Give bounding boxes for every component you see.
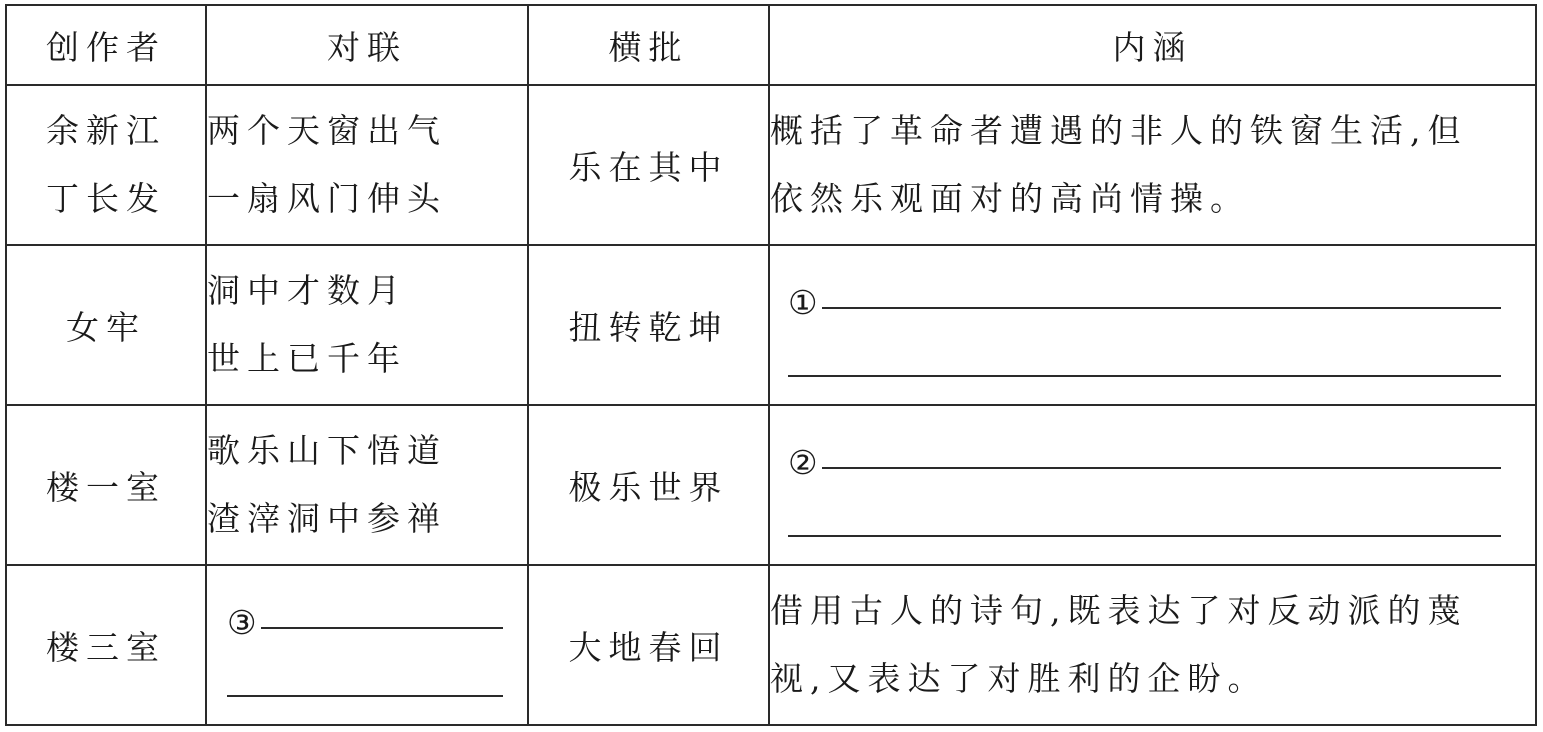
- meaning-line: 借用古人的诗句,既表达了对反动派的蔑: [770, 591, 1468, 630]
- table-row: [6, 565, 1536, 725]
- author-cell: 女牢: [6, 245, 206, 405]
- couplet-lower-line: 世上已千年: [207, 339, 407, 378]
- meaning-line: 依然乐观面对的高尚情操。: [770, 179, 1250, 218]
- answer-underline: [822, 307, 1501, 309]
- header-couplet: 对联: [206, 5, 528, 85]
- horizontal-scroll-cell: 大地春回: [528, 565, 769, 725]
- answer-blank-1[interactable]: [788, 257, 1501, 325]
- table-row: [6, 245, 1536, 405]
- blank-number: ②: [788, 443, 818, 482]
- answer-blank-2[interactable]: [788, 417, 1501, 485]
- answer-blank-3[interactable]: [227, 577, 503, 645]
- blank-number: ①: [788, 283, 818, 322]
- answer-underline: [788, 375, 1501, 377]
- meaning-cell: [769, 85, 1536, 245]
- meaning-cell: [769, 405, 1536, 565]
- couplet-upper-line: 两个天窗出气: [207, 111, 447, 150]
- answer-underline: [788, 535, 1501, 537]
- author-name: 丁长发: [46, 179, 166, 218]
- answer-blank-1-continued[interactable]: [788, 325, 1501, 393]
- meaning-line: 视,又表达了对胜利的企盼。: [770, 659, 1268, 698]
- couplet-lower-line: 渣滓洞中参禅: [207, 499, 447, 538]
- horizontal-scroll-cell: 乐在其中: [528, 85, 769, 245]
- table-row: [6, 405, 1536, 565]
- header-row: [6, 5, 1536, 85]
- answer-underline: [822, 467, 1501, 469]
- couplet-lower-line: 一扇风门伸头: [207, 179, 447, 218]
- couplet-cell: [206, 245, 528, 405]
- answer-blank-2-continued[interactable]: [788, 485, 1501, 553]
- table-row: [6, 85, 1536, 245]
- answer-blank-3-continued[interactable]: [227, 645, 503, 713]
- author-cell: 楼一室: [6, 405, 206, 565]
- couplet-table: [5, 4, 1537, 726]
- horizontal-scroll-cell: 极乐世界: [528, 405, 769, 565]
- couplet-cell: [206, 405, 528, 565]
- blank-number: ③: [227, 603, 257, 642]
- header-horizontal: 横批: [528, 5, 769, 85]
- meaning-line: 概括了革命者遭遇的非人的铁窗生活,但: [770, 111, 1468, 150]
- answer-underline: [227, 695, 503, 697]
- meaning-cell: [769, 245, 1536, 405]
- couplet-upper-line: 洞中才数月: [207, 271, 407, 310]
- author-cell: [6, 85, 206, 245]
- author-name: 余新江: [46, 111, 166, 150]
- author-cell: 楼三室: [6, 565, 206, 725]
- answer-underline: [261, 627, 503, 629]
- header-meaning: 内涵: [769, 5, 1536, 85]
- header-author: 创作者: [6, 5, 206, 85]
- meaning-cell: [769, 565, 1536, 725]
- couplet-upper-line: 歌乐山下悟道: [207, 431, 447, 470]
- couplet-cell: [206, 565, 528, 725]
- horizontal-scroll-cell: 扭转乾坤: [528, 245, 769, 405]
- couplet-cell: [206, 85, 528, 245]
